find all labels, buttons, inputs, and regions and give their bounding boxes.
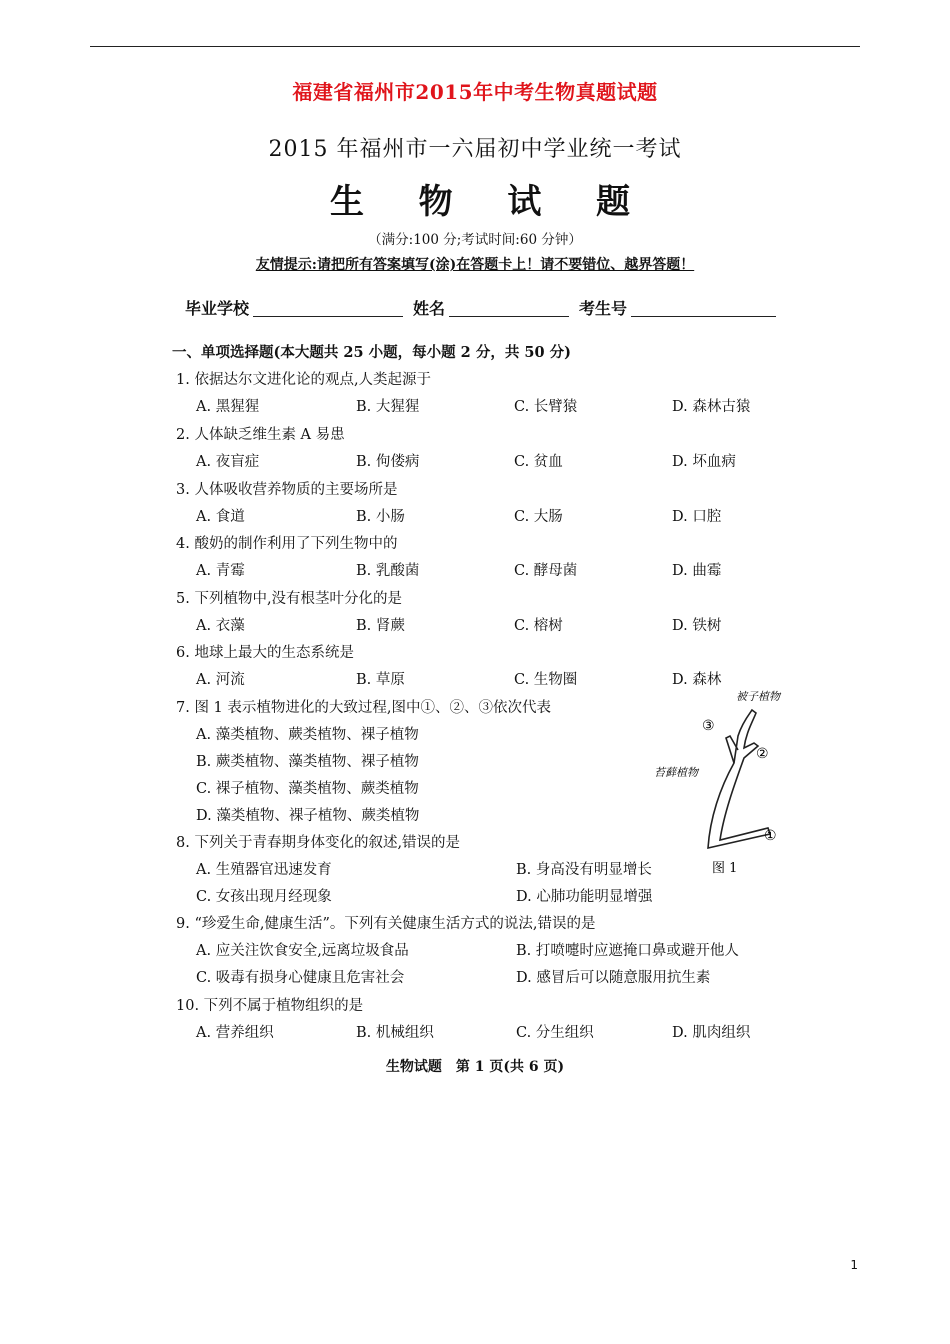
question-option: C. 大肠 [514, 509, 563, 525]
name-blank [449, 300, 569, 317]
question-option: C. 榕树 [514, 618, 563, 634]
field-label: 考生号 [579, 299, 628, 318]
evolution-tree-trunk [708, 710, 770, 848]
question-option: B. 小肠 [356, 509, 405, 525]
question-option: C. 裸子植物、藻类植物、蕨类植物 [196, 781, 419, 797]
question-option: B. 打喷嚏时应遮掩口鼻或避开他人 [516, 943, 739, 959]
question-option: C. 分生组织 [516, 1025, 594, 1041]
question-option: B. 草原 [356, 672, 405, 688]
question-stem: 1. 依据达尔文进化论的观点,人类起源于 [176, 372, 432, 388]
subject-char: 题 [595, 182, 630, 222]
question-option: D. 铁树 [672, 618, 722, 634]
header-rule [90, 46, 860, 47]
question-option: D. 口腔 [672, 509, 722, 525]
question-option: C. 生物圈 [514, 672, 578, 688]
question-option: D. 森林 [672, 672, 722, 688]
school-blank [253, 300, 403, 317]
question-option: A. 藻类植物、蕨类植物、裸子植物 [196, 727, 419, 743]
question-option: A. 食道 [196, 509, 245, 525]
figure-marker-1: ① [764, 828, 777, 844]
question-option: C. 贫血 [514, 454, 563, 470]
question-option: D. 藻类植物、裸子植物、蕨类植物 [196, 808, 420, 824]
question-option: B. 大猩猩 [356, 399, 420, 415]
question-option: A. 夜盲症 [196, 454, 260, 470]
exam-footer: 生物试题 第 1 页(共 6 页) [385, 1059, 565, 1075]
question-stem: 6. 地球上最大的生态系统是 [176, 645, 354, 661]
question-option: A. 衣藻 [196, 618, 245, 634]
exam-tip-text: 友情提示:请把所有答案填写(涂)在答题卡上！请不要错位、越界答题！ [255, 257, 695, 273]
question-option: B. 肾蕨 [356, 618, 405, 634]
exam-tip [0, 254, 950, 274]
question-stem: 4. 酸奶的制作利用了下列生物中的 [176, 536, 398, 552]
question-option: C. 酵母菌 [514, 563, 578, 579]
question-option: A. 应关注饮食安全,远离垃圾食品 [196, 943, 409, 959]
exam-number-field [579, 296, 786, 319]
exam-page-scan [0, 118, 950, 1098]
subject-char: 生 [330, 182, 364, 222]
question-option: A. 河流 [196, 672, 245, 688]
question-stem: 9. “珍爱生命,健康生活”。下列有关健康生活方式的说法,错误的是 [176, 916, 596, 932]
question-stem: 3. 人体吸收营养物质的主要场所是 [176, 482, 398, 498]
exam-name: 2015 年福州市一六届初中学业统一考试 [268, 137, 682, 162]
field-label: 毕业学校 [185, 299, 250, 318]
question-option: D. 心肺功能明显增强 [516, 889, 653, 905]
question-option: D. 森林古猿 [672, 399, 751, 415]
exam-number-blank [631, 300, 776, 317]
question-option: A. 生殖器官迅速发育 [196, 862, 332, 878]
question-option: B. 机械组织 [356, 1025, 434, 1041]
question-option: D. 坏血病 [672, 454, 736, 470]
question-option: B. 身高没有明显增长 [516, 862, 652, 878]
question-stem: 5. 下列植物中,没有根茎叶分化的是 [176, 591, 403, 607]
question-option: D. 肌肉组织 [672, 1025, 751, 1041]
school-field [185, 296, 413, 319]
question-stem: 8. 下列关于青春期身体变化的叙述,错误的是 [176, 835, 461, 851]
figure-caption: 图 1 [712, 861, 738, 876]
exam-meta: （满分:100 分;考试时间:60 分钟） [368, 232, 582, 248]
name-field [413, 296, 579, 319]
document-title: 福建省福州市2015年中考生物真题试题 [292, 80, 658, 104]
subject-char: 试 [507, 182, 542, 222]
question-option: A. 青霉 [196, 563, 245, 579]
question-stem: 10. 下列不属于植物组织的是 [176, 998, 364, 1014]
question-option: C. 吸毒有损身心健康且危害社会 [196, 970, 405, 986]
question-option: B. 蕨类植物、藻类植物、裸子植物 [196, 754, 419, 770]
question-stem: 7. 图 1 表示植物进化的大致过程,图中①、②、③依次代表 [176, 700, 551, 716]
figure-marker-3: ③ [702, 718, 715, 734]
question-option: B. 乳酸菌 [356, 563, 420, 579]
question-option: C. 长臂猿 [514, 399, 578, 415]
plant-evolution-figure [650, 688, 790, 878]
figure-label-bryophyte: 苔藓植物 [654, 766, 698, 779]
question-option: A. 营养组织 [196, 1025, 274, 1041]
subject-char: 物 [418, 182, 453, 222]
page-number: 1 [850, 1258, 858, 1272]
question-stem: 2. 人体缺乏维生素 A 易患 [176, 427, 345, 443]
section-title: 一、单项选择题(本大题共 25 小题，每小题 2 分，共 50 分) [172, 344, 571, 361]
question-option: A. 黑猩猩 [196, 399, 260, 415]
subject-title [330, 174, 630, 223]
question-option: D. 感冒后可以随意服用抗生素 [516, 970, 711, 986]
figure-label-angiosperm: 被子植物 [736, 690, 780, 703]
question-option: D. 曲霉 [672, 563, 722, 579]
figure-marker-2: ② [756, 746, 769, 762]
field-label: 姓名 [413, 299, 446, 318]
question-option: C. 女孩出现月经现象 [196, 889, 332, 905]
question-option: B. 佝偻病 [356, 454, 420, 470]
student-info-fields [185, 296, 786, 319]
